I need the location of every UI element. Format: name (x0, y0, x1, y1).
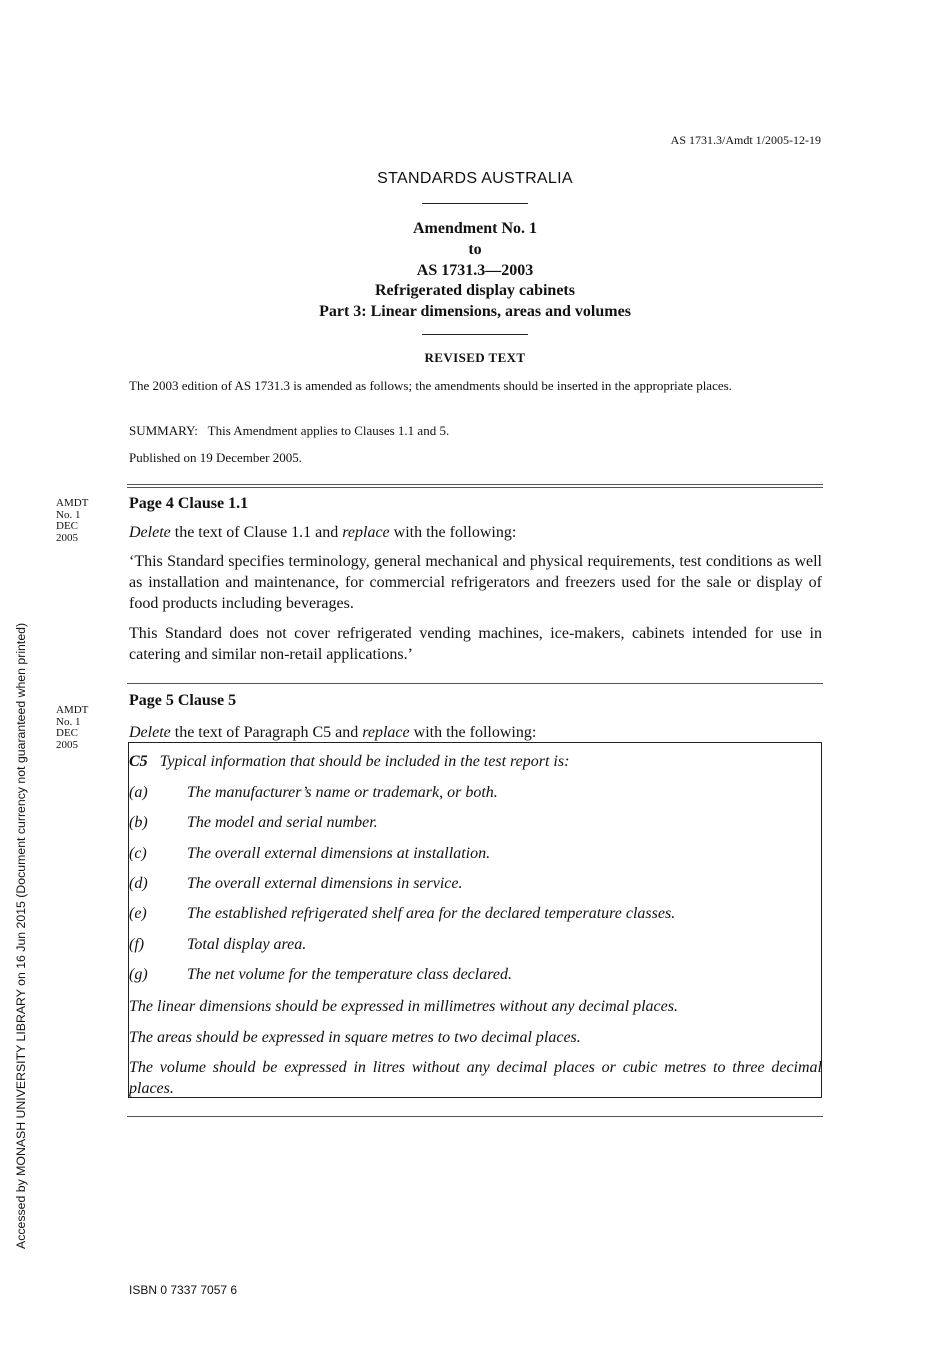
title-line-standard: AS 1731.3—2003 (416, 261, 534, 279)
title-line-subject: Refrigerated display cabinets (375, 282, 575, 300)
section1-heading: Page 4 Clause 1.1 (129, 495, 249, 512)
summary-text: This Amendment applies to Clauses 1.1 and 5. (207, 423, 450, 438)
amdt-label: AMDT (56, 497, 89, 509)
summary-line (129, 421, 822, 440)
section-divider (127, 683, 823, 684)
amdt-number: No. 1 (56, 508, 81, 521)
title-line-to: to (468, 240, 482, 258)
closing-rule (127, 1116, 823, 1117)
amdt-number: No. 1 (56, 715, 81, 728)
list-item: (b) The model and serial number. (129, 814, 378, 831)
note-areas: The areas should be expressed in square metres to two decimal places. (129, 1029, 581, 1046)
organisation-name: STANDARDS AUSTRALIA (377, 170, 573, 187)
c5-label: C5 (129, 753, 148, 770)
amendment-margin-note (56, 498, 106, 544)
summary-label: SUMMARY: (129, 423, 198, 438)
title-rule-bottom (422, 334, 528, 335)
title-line-amendment: Amendment No. 1 (413, 220, 537, 237)
section-divider-double (127, 484, 823, 488)
isbn-number: ISBN 0 7337 7057 6 (129, 1283, 238, 1297)
list-item: (a) The manufacturer’s name or trademark, or both. (129, 784, 498, 801)
amdt-month: DEC (56, 727, 78, 739)
document-reference: AS 1731.3/Amdt 1/2005-12-19 (670, 133, 821, 147)
list-item: (f) Total display area. (129, 936, 307, 953)
section1-instruction: Delete the text of Clause 1.1 and replace with the following: (129, 524, 517, 541)
c5-text: Typical information that should be included in the test report is: (159, 753, 570, 770)
intro-paragraph: The 2003 edition of AS 1731.3 is amended as follows; the amendments should be inserted in the appropriate places. (129, 378, 732, 393)
amendment-title (0, 219, 950, 323)
list-item: (e) The established refrigerated shelf area for the declared temperature classes. (129, 905, 676, 922)
title-rule-top (422, 203, 528, 204)
amdt-month: DEC (56, 520, 78, 532)
section2-instruction: Delete the text of Paragraph C5 and replace with the following: (129, 724, 537, 741)
amdt-year: 2005 (56, 738, 78, 751)
published-date: Published on 19 December 2005. (129, 450, 302, 465)
amdt-year: 2005 (56, 531, 78, 544)
title-line-part: Part 3: Linear dimensions, areas and volumes (319, 303, 631, 321)
list-item: (d) The overall external dimensions in service. (129, 875, 463, 892)
paragraph-c5-lead (129, 753, 569, 771)
section1-paragraph-2: This Standard does not cover refrigerated vending machines, ice-makers, cabinets intended for use in catering and similar non-retail applications.’ (129, 625, 822, 663)
section2-heading: Page 5 Clause 5 (129, 692, 237, 709)
list-item: (g) The net volume for the temperature class declared. (129, 966, 512, 983)
access-watermark: Accessed by MONASH UNIVERSITY LIBRARY on 16 Jun 2015 (Document currency not guaranteed when printed) (14, 622, 28, 1249)
revised-text-label: REVISED TEXT (424, 350, 526, 365)
amdt-label: AMDT (56, 704, 89, 716)
note-linear-dimensions: The linear dimensions should be expressed in millimetres without any decimal places. (129, 998, 678, 1015)
note-volume: The volume should be expressed in litres without any decimal places or cubic metres to three decimal places. (129, 1059, 822, 1097)
list-item: (c) The overall external dimensions at installation. (129, 845, 491, 862)
amendment-margin-note-2 (56, 705, 106, 751)
section1-paragraph-1: ‘This Standard specifies terminology, general mechanical and physical requirements, test conditions as well as installation and maintenance, for commercial refrigerators and freezers used for the sale or display of food products including beverages. (129, 553, 822, 612)
